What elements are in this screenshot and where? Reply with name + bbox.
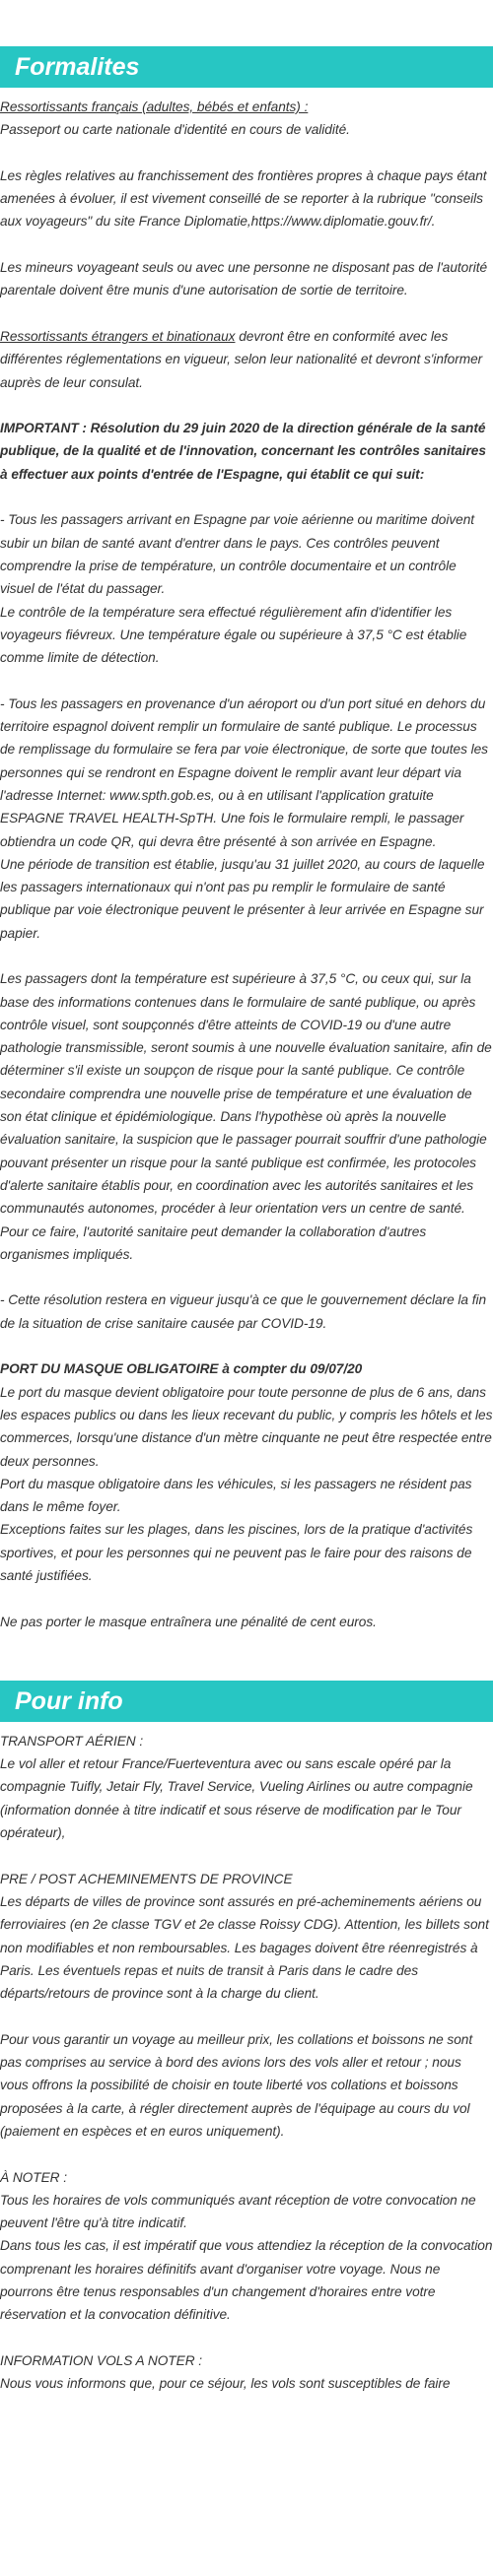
mask-vehicles-text: Port du masque obligatoire dans les véhicules, si les passagers ne résident pas dans le même foyer. bbox=[0, 1476, 472, 1515]
paragraph bbox=[0, 1730, 493, 1844]
paragraph bbox=[0, 2349, 493, 2396]
health-check-text: - Tous les passagers arrivant en Espagne par voie aérienne ou maritime doivent subir un bilan de santé avant d'entrer dans le pays. Ces contrôles peuvent comprendre la prise de température, un contrôle documentaire et un contrôle visuel de l'état du passager. bbox=[0, 512, 475, 597]
paragraph bbox=[0, 1357, 493, 1587]
flights-info-heading: INFORMATION VOLS A NOTER : bbox=[0, 2352, 203, 2368]
mask-text: Le port du masque devient obligatoire pour toute personne de plus de 6 ans, dans les espaces publics ou dans les lieux recevant du public, y compris les hôtels et les commerces, lorsqu'une distance d'un mètre cinquante ne peut être respectée entre deux personnes. bbox=[0, 1384, 493, 1469]
paragraph bbox=[0, 1868, 493, 2006]
pour-info-content bbox=[0, 1722, 493, 2396]
transition-period-text: Une période de transition est établie, jusqu'au 31 juillet 2020, au cours de laquelle les passagers internationaux qui n'ont pas pu remplir le formulaire de santé publique par voie électronique peuvent le présenter à leur arrivée en Espagne sur papier. bbox=[0, 856, 485, 941]
french-nationals-text: Passeport ou carte nationale d'identité en cours de validité. bbox=[0, 122, 350, 138]
paragraph bbox=[0, 2166, 493, 2327]
section-title-formalites: Formalites bbox=[0, 46, 493, 88]
paragraph bbox=[0, 508, 493, 669]
paragraph: Pour vous garantir un voyage au meilleur prix, les collations et boissons ne sont pas comprises au service à bord des avions lors des vols aller et retour ; nous vous offrons la possibilité de choisir en toute liberté vos collations et boissons proposées à la carte, à régler directement auprès de l'équipage au cours du vol (paiement en espèces et en euros uniquement). bbox=[0, 2031, 473, 2139]
page bbox=[0, 46, 493, 2396]
province-text: Les départs de villes de province sont assurés en pré-acheminements aériens ou ferroviaires (en 2e classe TGV et 2e classe Roissy CDG). Attention, les billets sont non modifiables et non remboursables. Les bagages doivent être réenregistrés à Paris. Les éventuels repas et nuits de transit à Paris dans le cadre des départs/retours de province sont à la charge du client. bbox=[0, 1893, 489, 2002]
foreign-nationals-text: devront être en conformité avec les différentes réglementations en vigueur, selon leur nationalité et devront s'informer auprès de leur consulat. bbox=[0, 328, 483, 390]
flights-info-text: Nous vous informons que, pour ce séjour, les vols sont susceptibles de faire bbox=[0, 2376, 451, 2392]
paragraph: Ne pas porter le masque entraînera une pénalité de cent euros. bbox=[0, 1614, 377, 1629]
air-transport-text: Le vol aller et retour France/Fuerteventura avec ou sans escale opéré par la compagnie Tuifly, Jetair Fly, Travel Service, Vueling Airlines ou autre compagnie (information donnée à titre indicatif et sous réserve de modification par le Tour opérateur), bbox=[0, 1756, 473, 1841]
health-form-text: - Tous les passagers en provenance d'un aéroport ou d'un port situé en dehors du territoire espagnol doivent remplir un formulaire de santé publique. Le processus de remplissage du formulaire se fera par voie électronique, de sorte que toutes les personnes qui se rendront en Espagne doivent le remplir avant leur départ via l'adresse Internet: www.spth.gob.es, ou à en utilisant l'application gratuite ESPAGNE TRAVEL HEALTH-SpTH. Une fois le formulaire rempli, le passager obtiendra un code QR, qui devra être présenté à son arrivée en Espagne. bbox=[0, 695, 488, 849]
french-nationals-heading: Ressortissants français (adultes, bébés et enfants) : bbox=[0, 99, 309, 114]
note-text: Tous les horaires de vols communiqués avant réception de votre convocation ne peuvent l'être qu'à titre indicatif. bbox=[0, 2192, 476, 2231]
note-heading: À NOTER : bbox=[0, 2169, 67, 2185]
paragraph bbox=[0, 693, 493, 945]
paragraph bbox=[0, 325, 493, 394]
formalites-content bbox=[0, 88, 493, 1633]
note-text-2: Dans tous les cas, il est impératif que vous attendiez la réception de la convocation comprenant les horaires définitifs avant d'organiser votre voyage. Nous ne pourrons être tenus responsables d'un changement d'horaires entre votre réservation et la convocation définitive. bbox=[0, 2238, 493, 2323]
province-heading: PRE / POST ACHEMINEMENTS DE PROVINCE bbox=[0, 1871, 293, 1886]
mask-heading: PORT DU MASQUE OBLIGATOIRE à compter du 09/07/20 bbox=[0, 1361, 363, 1377]
section-title-pour-info: Pour info bbox=[0, 1681, 493, 1722]
important-notice: IMPORTANT : Résolution du 29 juin 2020 de la direction générale de la santé publique, de la qualité et de l'innovation, concernant les contrôles sanitaires à effectuer aux points d'entrée de l'Espagne, qui établit ce qui suit: bbox=[0, 421, 486, 482]
paragraph bbox=[0, 96, 493, 142]
foreign-nationals-heading: Ressortissants étrangers et binationaux bbox=[0, 328, 236, 344]
temperature-text: Le contrôle de la température sera effectué régulièrement afin d'identifier les voyageurs fiévreux. Une température égale ou supérieure à 37,5 °C est établie comme limite de détection. bbox=[0, 604, 467, 666]
mask-exceptions-text: Exceptions faites sur les plages, dans les piscines, lors de la pratique d'activités sportives, et pour les personnes qui ne peuvent pas le faire pour des raisons de santé justifiées. bbox=[0, 1522, 473, 1583]
paragraph: - Cette résolution restera en vigueur jusqu'à ce que le gouvernement déclare la fin de la situation de crise sanitaire causée par COVID-19. bbox=[0, 1292, 487, 1331]
air-transport-heading: TRANSPORT AÉRIEN : bbox=[0, 1733, 144, 1749]
paragraph: Les passagers dont la température est supérieure à 37,5 °C, ou ceux qui, sur la base des informations contenues dans le formulaire de santé publique, ou après contrôle visuel, sont soupçonnés d'être atteints de COVID-19 ou d'une autre pathologie transmissible, seront soumis à une nouvelle évaluation sanitaire, afin de déterminer s'il existe un soupçon de risque pour la santé publique. Ce contrôle secondaire comprendra une nouvelle prise de température et une évaluation de son état clinique et épidémiologique. Dans l'hypothèse où après la nouvelle évaluation sanitaire, la suspicion que le passager pourrait souffrir d'une pathologie pouvant présenter un risque pour la santé publique est confirmée, les protocoles d'alerte sanitaire établis pour, en coordination avec les autorités sanitaires et les communautés autonomes, procéder à leur orientation vers un centre de santé. Pour ce faire, l'autorité sanitaire peut demander la collaboration d'autres organismes impliqués. bbox=[0, 971, 492, 1262]
paragraph: Les règles relatives au franchissement des frontières propres à chaque pays étant amenées à évoluer, il est vivement conseillé de se reporter à la rubrique "conseils aux voyageurs" du site France Diplomatie,https://www.diplomatie.gouv.fr/. bbox=[0, 167, 487, 230]
paragraph: Les mineurs voyageant seuls ou avec une personne ne disposant pas de l'autorité parentale doivent être munis d'une autorisation de sortie de territoire. bbox=[0, 260, 488, 298]
